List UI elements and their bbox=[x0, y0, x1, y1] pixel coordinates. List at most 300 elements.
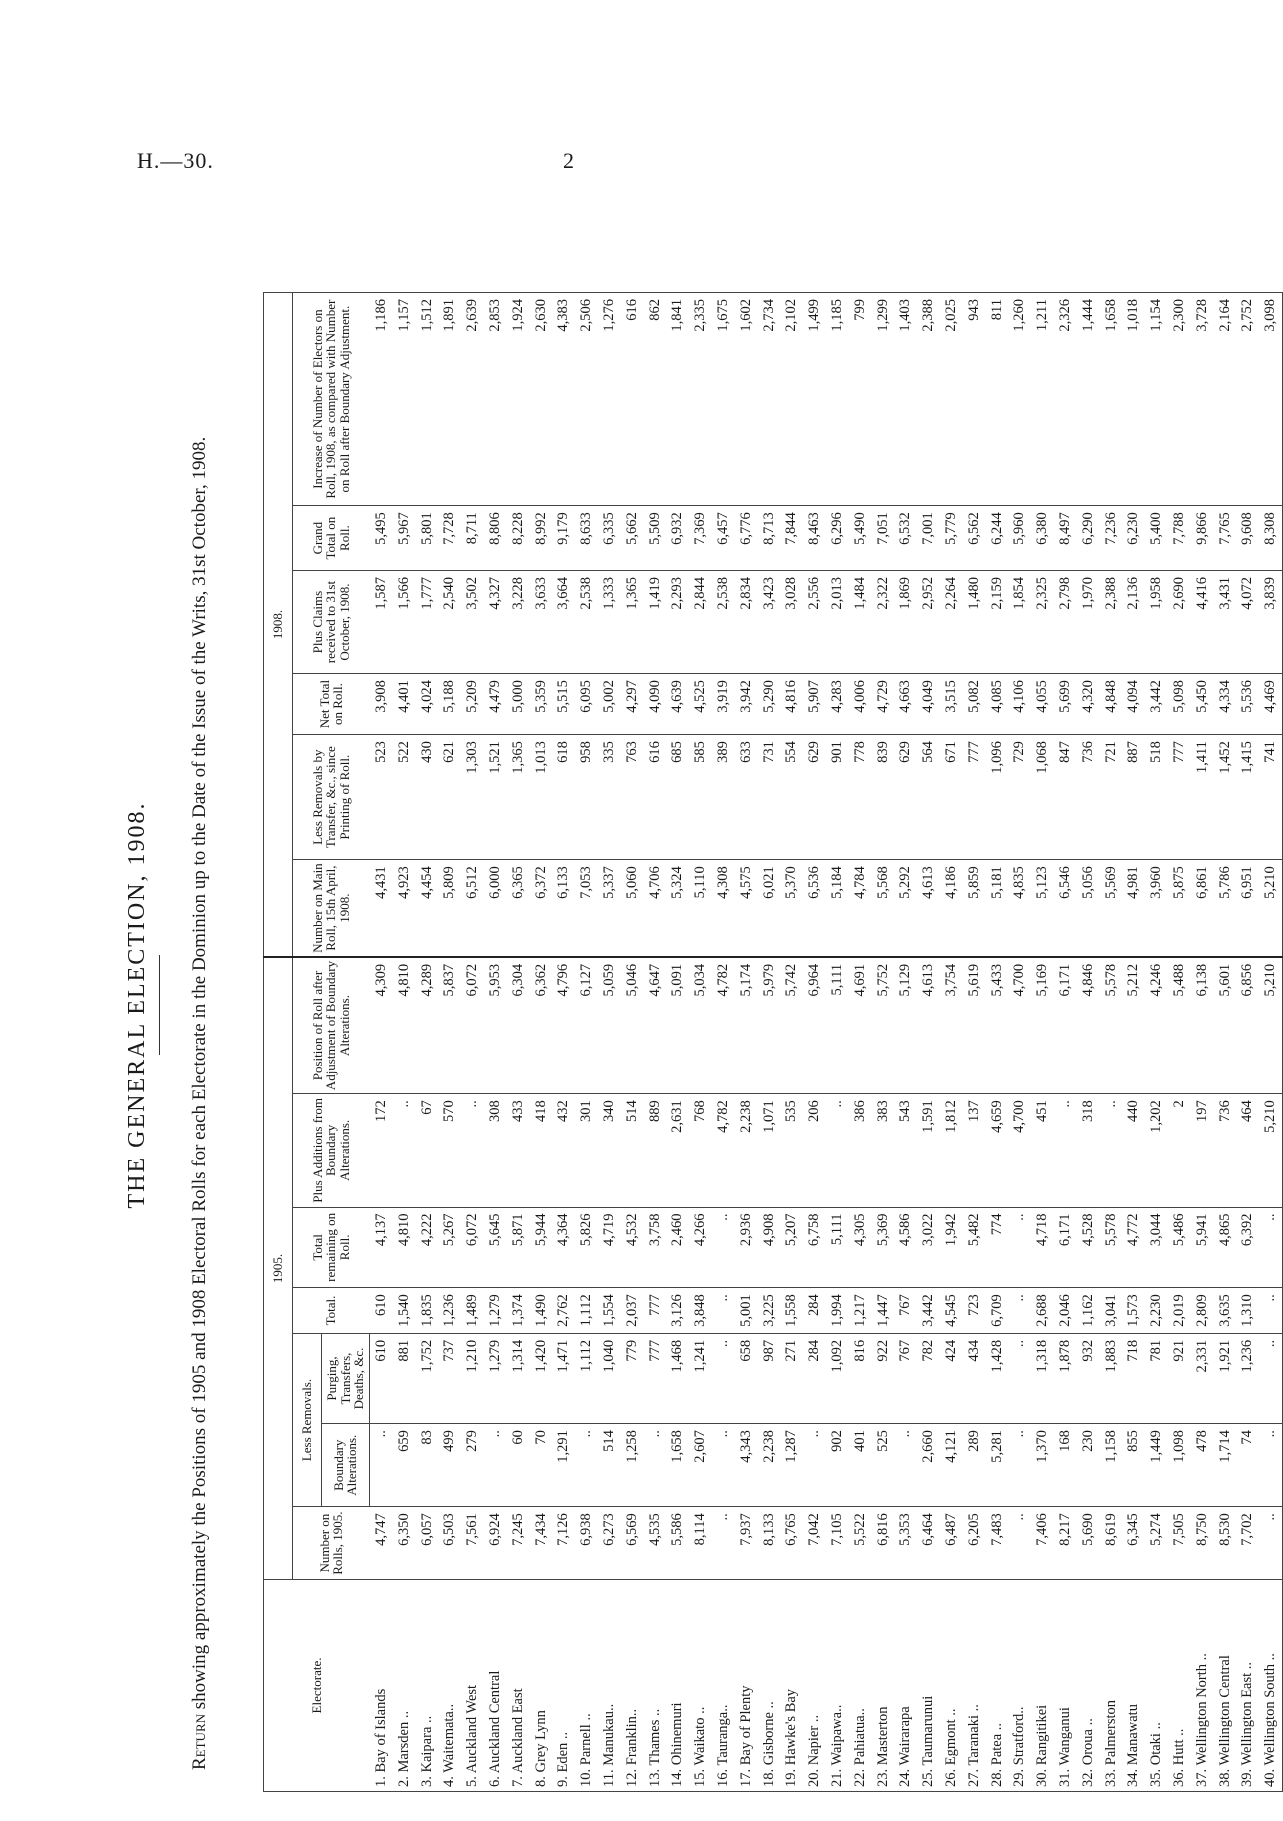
table-cell: 5,875 bbox=[1168, 860, 1191, 957]
table-cell: 5,488 bbox=[1168, 957, 1191, 1094]
table-cell: 525 bbox=[871, 1424, 894, 1507]
electorate-name: 13. Thames .. bbox=[643, 1580, 666, 1792]
table-cell: 633 bbox=[735, 735, 758, 860]
table-row bbox=[917, 293, 940, 1792]
table-cell: 1,186 bbox=[369, 293, 392, 506]
table-cell: 2,300 bbox=[1168, 293, 1191, 506]
table-cell: 610 bbox=[369, 1333, 392, 1423]
electorate-name: 23. Masterton bbox=[871, 1580, 894, 1792]
table-cell: 4,981 bbox=[1122, 860, 1145, 957]
table-cell: 932 bbox=[1077, 1333, 1100, 1423]
table-cell: 5,569 bbox=[1099, 860, 1122, 957]
table-cell: 5,359 bbox=[530, 674, 553, 735]
table-cell: 1,236 bbox=[1236, 1333, 1259, 1423]
table-cell: 4,639 bbox=[666, 674, 689, 735]
table-cell: 3,041 bbox=[1099, 1288, 1122, 1334]
table-cell: 731 bbox=[757, 735, 780, 860]
table-cell: 340 bbox=[598, 1094, 621, 1207]
table-cell: 5,000 bbox=[507, 674, 530, 735]
table-cell: 5,001 bbox=[735, 1288, 758, 1334]
table-cell: 6,861 bbox=[1191, 860, 1214, 957]
table-cell: 5,169 bbox=[1031, 957, 1054, 1094]
table-cell: 5,486 bbox=[1168, 1207, 1191, 1288]
electorate-name: 25. Taumarunui bbox=[917, 1580, 940, 1792]
table-cell: 2,538 bbox=[712, 571, 735, 674]
table-cell: 1,490 bbox=[530, 1288, 553, 1334]
table-cell: 1,314 bbox=[507, 1333, 530, 1423]
table-cell: 1,994 bbox=[826, 1288, 849, 1334]
table-row bbox=[1054, 293, 1077, 1792]
table-cell: 7,406 bbox=[1031, 1507, 1054, 1580]
table-cell: 1,112 bbox=[575, 1288, 598, 1334]
table-cell: 2,102 bbox=[780, 293, 803, 506]
table-cell: 3,502 bbox=[461, 571, 484, 674]
table-cell: 767 bbox=[894, 1288, 917, 1334]
table-cell: 729 bbox=[1008, 735, 1031, 860]
table-row bbox=[803, 293, 826, 1792]
table-cell: 6,138 bbox=[1191, 957, 1214, 1094]
table-cell: 4,706 bbox=[643, 860, 666, 957]
table-cell: .. bbox=[1259, 1424, 1282, 1507]
table-cell: 7,001 bbox=[917, 506, 940, 571]
table-cell: 5,809 bbox=[438, 860, 461, 957]
table-cell: 1,210 bbox=[461, 1333, 484, 1423]
table-cell: 5,967 bbox=[393, 506, 416, 571]
table-cell: 5,370 bbox=[780, 860, 803, 957]
table-cell: 1,921 bbox=[1213, 1333, 1236, 1423]
table-cell: 629 bbox=[894, 735, 917, 860]
table-cell: 1,554 bbox=[598, 1288, 621, 1334]
table-cell: 1,924 bbox=[507, 293, 530, 506]
table-cell: 4,297 bbox=[621, 674, 644, 735]
table-cell: 2,630 bbox=[530, 293, 553, 506]
header-grand-total: Grand Total on Roll. bbox=[293, 506, 370, 571]
table-cell: 4,729 bbox=[871, 674, 894, 735]
table-cell: 6,392 bbox=[1236, 1207, 1259, 1288]
table-cell: 6,072 bbox=[461, 957, 484, 1094]
table-cell: 3,758 bbox=[643, 1207, 666, 1288]
table-cell: 1,471 bbox=[552, 1333, 575, 1423]
table-cell: 5,129 bbox=[894, 957, 917, 1094]
table-cell: 5,123 bbox=[1031, 860, 1054, 957]
table-cell: 1,112 bbox=[575, 1333, 598, 1423]
table-cell: 1,558 bbox=[780, 1288, 803, 1334]
electorate-name: 20. Napier .. bbox=[803, 1580, 826, 1792]
table-cell: 767 bbox=[894, 1333, 917, 1423]
table-cell: 137 bbox=[963, 1094, 986, 1207]
table-cell: 1,958 bbox=[1145, 571, 1168, 674]
table-cell: 4,545 bbox=[940, 1288, 963, 1334]
table-cell: 1,291 bbox=[552, 1424, 575, 1507]
table-cell: 4,308 bbox=[712, 860, 735, 957]
table-row bbox=[1099, 293, 1122, 1792]
table-cell: .. bbox=[369, 1424, 392, 1507]
table-cell: 3,228 bbox=[507, 571, 530, 674]
table-cell: 1,260 bbox=[1008, 293, 1031, 506]
table-cell: 1,420 bbox=[530, 1333, 553, 1423]
table-cell: 4,416 bbox=[1191, 571, 1214, 674]
table-row bbox=[894, 293, 917, 1792]
table-cell: 741 bbox=[1259, 735, 1282, 860]
table-cell: 4,923 bbox=[393, 860, 416, 957]
table-cell: 6,709 bbox=[985, 1288, 1008, 1334]
table-cell: 5,056 bbox=[1077, 860, 1100, 957]
table-cell: 6,951 bbox=[1236, 860, 1259, 957]
header-plus-claims: Plus Claims received to 31st October, 1908. bbox=[293, 571, 370, 674]
table-cell: .. bbox=[643, 1424, 666, 1507]
table-cell: 4,835 bbox=[1008, 860, 1031, 957]
header-number-main-roll: Number on Main Roll, 15th April, 1908. bbox=[293, 860, 370, 957]
table-cell: 1,841 bbox=[666, 293, 689, 506]
table-cell: 5,742 bbox=[780, 957, 803, 1094]
table-cell: 6,290 bbox=[1077, 506, 1100, 571]
table-cell: 2,322 bbox=[871, 571, 894, 674]
header-net-total: Net Total on Roll. bbox=[293, 674, 370, 735]
table-cell: 1,675 bbox=[712, 293, 735, 506]
table-cell: 2,631 bbox=[666, 1094, 689, 1207]
table-cell: 2,230 bbox=[1145, 1288, 1168, 1334]
table-cell: 401 bbox=[849, 1424, 872, 1507]
table-cell: 1,236 bbox=[438, 1288, 461, 1334]
table-cell: 2,293 bbox=[666, 571, 689, 674]
table-cell: 8,619 bbox=[1099, 1507, 1122, 1580]
table-cell: 4,613 bbox=[917, 860, 940, 957]
table-cell: 736 bbox=[1213, 1094, 1236, 1207]
table-cell: 8,133 bbox=[757, 1507, 780, 1580]
table-cell: 2,607 bbox=[689, 1424, 712, 1507]
table-cell: 7,561 bbox=[461, 1507, 484, 1580]
table-cell: 440 bbox=[1122, 1094, 1145, 1207]
table-cell: 778 bbox=[849, 735, 872, 860]
table-cell: 7,434 bbox=[530, 1507, 553, 1580]
table-cell: 6,776 bbox=[735, 506, 758, 571]
table-cell: 6,350 bbox=[393, 1507, 416, 1580]
table-cell: 4,049 bbox=[917, 674, 940, 735]
table-cell: 5,324 bbox=[666, 860, 689, 957]
table-cell: 779 bbox=[621, 1333, 644, 1423]
table-cell: 206 bbox=[803, 1094, 826, 1207]
table-cell: 6,816 bbox=[871, 1507, 894, 1580]
table-cell: 2,388 bbox=[917, 293, 940, 506]
table-cell: 8,308 bbox=[1259, 506, 1282, 571]
table-cell: 8,711 bbox=[461, 506, 484, 571]
table-cell: 535 bbox=[780, 1094, 803, 1207]
table-cell: 1,403 bbox=[894, 293, 917, 506]
table-cell: 2,834 bbox=[735, 571, 758, 674]
table-cell: 4,085 bbox=[985, 674, 1008, 735]
table-cell: 5,907 bbox=[803, 674, 826, 735]
table-cell: 8,750 bbox=[1191, 1507, 1214, 1580]
table-cell: 4,810 bbox=[393, 957, 416, 1094]
table-cell: 5,181 bbox=[985, 860, 1008, 957]
table-cell: 1,092 bbox=[826, 1333, 849, 1423]
table-cell: 618 bbox=[552, 735, 575, 860]
table-cell: 2,331 bbox=[1191, 1333, 1214, 1423]
table-cell: 5,578 bbox=[1099, 1207, 1122, 1288]
table-cell: 889 bbox=[643, 1094, 666, 1207]
table-row bbox=[552, 293, 575, 1792]
table-cell: .. bbox=[712, 1333, 735, 1423]
table-cell: 2,506 bbox=[575, 293, 598, 506]
table-cell: 7,937 bbox=[735, 1507, 758, 1580]
table-cell: 4,796 bbox=[552, 957, 575, 1094]
table-cell: 1,276 bbox=[598, 293, 621, 506]
page-reference: H.—30. bbox=[137, 148, 214, 173]
table-cell: 763 bbox=[621, 735, 644, 860]
table-cell: 4,186 bbox=[940, 860, 963, 957]
table-cell: 5,210 bbox=[1259, 860, 1282, 957]
table-cell: 5,944 bbox=[530, 1207, 553, 1288]
table-cell: 4,469 bbox=[1259, 674, 1282, 735]
table-cell: 5,953 bbox=[484, 957, 507, 1094]
table-cell: 1,602 bbox=[735, 293, 758, 506]
table-cell: 6,365 bbox=[507, 860, 530, 957]
table-cell: 6,304 bbox=[507, 957, 530, 1094]
table-cell: .. bbox=[1008, 1333, 1031, 1423]
table-cell: 2,556 bbox=[803, 571, 826, 674]
table-row bbox=[1077, 293, 1100, 1792]
electorate-name: 28. Patea .. bbox=[985, 1580, 1008, 1792]
table-cell: 2,809 bbox=[1191, 1288, 1214, 1334]
table-cell: 5,662 bbox=[621, 506, 644, 571]
table-cell: 5,207 bbox=[780, 1207, 803, 1288]
electorate-name: 26. Egmont .. bbox=[940, 1580, 963, 1792]
table-cell: 685 bbox=[666, 735, 689, 860]
table-cell: 389 bbox=[712, 735, 735, 860]
table-row bbox=[621, 293, 644, 1792]
electorate-name: 18. Gisborne .. bbox=[757, 1580, 780, 1792]
table-cell: 4,327 bbox=[484, 571, 507, 674]
table-cell: 3,442 bbox=[1145, 674, 1168, 735]
table-cell: 958 bbox=[575, 735, 598, 860]
table-cell: 5,699 bbox=[1054, 674, 1077, 735]
table-cell: 2,238 bbox=[757, 1424, 780, 1507]
table-row bbox=[849, 293, 872, 1792]
table-cell: 4,334 bbox=[1213, 674, 1236, 735]
table-cell: 2,159 bbox=[985, 571, 1008, 674]
table-cell: 1,415 bbox=[1236, 735, 1259, 860]
electorate-name: 9. Eden .. bbox=[552, 1580, 575, 1792]
table-cell: 6,856 bbox=[1236, 957, 1259, 1094]
table-cell: 5,111 bbox=[826, 1207, 849, 1288]
table-cell: 1,752 bbox=[416, 1333, 439, 1423]
header-less-removals-transfer: Less Removals by Transfer, &c., since Printing of Roll. bbox=[293, 735, 370, 860]
table-cell: 8,806 bbox=[484, 506, 507, 571]
table-cell: 1,217 bbox=[849, 1288, 872, 1334]
table-cell: 1,365 bbox=[507, 735, 530, 860]
table-cell: 8,228 bbox=[507, 506, 530, 571]
table-cell: 4,747 bbox=[369, 1507, 392, 1580]
table-cell: 2,264 bbox=[940, 571, 963, 674]
table-cell: 5,082 bbox=[963, 674, 986, 735]
table-cell: 434 bbox=[963, 1333, 986, 1423]
table-row bbox=[1145, 293, 1168, 1792]
table-cell: 3,633 bbox=[530, 571, 553, 674]
table-cell: 83 bbox=[416, 1424, 439, 1507]
table-cell: 1,777 bbox=[416, 571, 439, 674]
table-cell: 4,072 bbox=[1236, 571, 1259, 674]
table-cell: 6,964 bbox=[803, 957, 826, 1094]
header-total: Total. bbox=[293, 1288, 370, 1334]
electorate-name: 39. Wellington East .. bbox=[1236, 1580, 1259, 1792]
table-cell: .. bbox=[1008, 1507, 1031, 1580]
header-increase: Increase of Number of Electors on Roll, 1908, as compared with Number on Roll after Boundary Adjustment. bbox=[293, 293, 370, 506]
table-cell: 5,267 bbox=[438, 1207, 461, 1288]
header-less-removals: Less Removals. bbox=[293, 1333, 322, 1506]
table-cell: 5,034 bbox=[689, 957, 712, 1094]
table-cell: 1,241 bbox=[689, 1333, 712, 1423]
table-cell: 5,091 bbox=[666, 957, 689, 1094]
header-boundary-alterations: Boundary Alterations. bbox=[322, 1424, 370, 1507]
table-cell: 3,960 bbox=[1145, 860, 1168, 957]
table-row bbox=[369, 293, 392, 1792]
table-cell: 5,060 bbox=[621, 860, 644, 957]
table-cell: 1,333 bbox=[598, 571, 621, 674]
table-cell: 6,546 bbox=[1054, 860, 1077, 957]
table-cell: 3,225 bbox=[757, 1288, 780, 1334]
table-cell: 2,164 bbox=[1213, 293, 1236, 506]
table-cell: 4,305 bbox=[849, 1207, 872, 1288]
table-cell: 4,865 bbox=[1213, 1207, 1236, 1288]
table-cell: 6,021 bbox=[757, 860, 780, 957]
table-cell: 922 bbox=[871, 1333, 894, 1423]
table-cell: 1,540 bbox=[393, 1288, 416, 1334]
table-cell: 3,028 bbox=[780, 571, 803, 674]
table-cell: 1,018 bbox=[1122, 293, 1145, 506]
header-number-on-rolls-1905: Number on Rolls, 1905. bbox=[293, 1507, 370, 1580]
table-cell: 1,370 bbox=[1031, 1424, 1054, 1507]
table-cell: 1,419 bbox=[643, 571, 666, 674]
table-cell: 1,157 bbox=[393, 293, 416, 506]
table-cell: .. bbox=[1008, 1288, 1031, 1334]
table-cell: 1,869 bbox=[894, 571, 917, 674]
table-cell: 554 bbox=[780, 735, 803, 860]
table-cell: 9,608 bbox=[1236, 506, 1259, 571]
table-cell: 855 bbox=[1122, 1424, 1145, 1507]
table-cell: 564 bbox=[917, 735, 940, 860]
table-cell: 5,098 bbox=[1168, 674, 1191, 735]
table-cell: 451 bbox=[1031, 1094, 1054, 1207]
table-cell: 1,444 bbox=[1077, 293, 1100, 506]
table-cell: 2,540 bbox=[438, 571, 461, 674]
table-row bbox=[1122, 293, 1145, 1792]
table-cell: 3,126 bbox=[666, 1288, 689, 1334]
electorate-name: 3. Kaipara .. bbox=[416, 1580, 439, 1792]
table-cell: 4,401 bbox=[393, 674, 416, 735]
table-cell: 585 bbox=[689, 735, 712, 860]
table-cell: .. bbox=[1259, 1507, 1282, 1580]
table-cell: 1,468 bbox=[666, 1333, 689, 1423]
electorate-name: 16. Tauranga.. bbox=[712, 1580, 735, 1792]
table-cell: 4,784 bbox=[849, 860, 872, 957]
table-cell: 4,700 bbox=[1008, 1094, 1031, 1207]
table-cell: 1,279 bbox=[484, 1333, 507, 1423]
table-cell: 7,105 bbox=[826, 1507, 849, 1580]
table-cell: 3,919 bbox=[712, 674, 735, 735]
table-cell: 1,071 bbox=[757, 1094, 780, 1207]
table-cell: 6,503 bbox=[438, 1507, 461, 1580]
table-cell: 5,274 bbox=[1145, 1507, 1168, 1580]
table-cell: 7,765 bbox=[1213, 506, 1236, 571]
table-cell: 5,495 bbox=[369, 506, 392, 571]
table-cell: 5,601 bbox=[1213, 957, 1236, 1094]
table-cell: 60 bbox=[507, 1424, 530, 1507]
table-cell: 2,762 bbox=[552, 1288, 575, 1334]
table-cell: 4,383 bbox=[552, 293, 575, 506]
table-row bbox=[598, 293, 621, 1792]
table-cell: 4,094 bbox=[1122, 674, 1145, 735]
table-cell: 8,992 bbox=[530, 506, 553, 571]
table-row bbox=[438, 293, 461, 1792]
header-group-1905: 1905. bbox=[264, 957, 293, 1580]
table-cell: 5,400 bbox=[1145, 506, 1168, 571]
table-cell: 6,932 bbox=[666, 506, 689, 571]
table-row bbox=[985, 293, 1008, 1792]
table-cell: 5,209 bbox=[461, 674, 484, 735]
table-cell: 4,222 bbox=[416, 1207, 439, 1288]
table-cell: 3,515 bbox=[940, 674, 963, 735]
table-cell: 318 bbox=[1077, 1094, 1100, 1207]
table-cell: 5,002 bbox=[598, 674, 621, 735]
table-cell: 3,635 bbox=[1213, 1288, 1236, 1334]
table-cell: 6,562 bbox=[963, 506, 986, 571]
table-cell: 301 bbox=[575, 1094, 598, 1207]
table-row bbox=[575, 293, 598, 1792]
table-row bbox=[1191, 293, 1214, 1792]
table-cell: 5,515 bbox=[552, 674, 575, 735]
table-cell: 4,908 bbox=[757, 1207, 780, 1288]
table-cell: 7,053 bbox=[575, 860, 598, 957]
table-cell: 8,713 bbox=[757, 506, 780, 571]
table-cell: 6,487 bbox=[940, 1507, 963, 1580]
table-cell: 6,532 bbox=[894, 506, 917, 571]
table-cell: 1,587 bbox=[369, 571, 392, 674]
table-cell: 774 bbox=[985, 1207, 1008, 1288]
table-cell: .. bbox=[712, 1207, 735, 1288]
table-cell: 1,068 bbox=[1031, 735, 1054, 860]
table-cell: 902 bbox=[826, 1424, 849, 1507]
subtitle-lead: Return bbox=[189, 1713, 210, 1770]
table-cell: 2,936 bbox=[735, 1207, 758, 1288]
table-row bbox=[507, 293, 530, 1792]
table-row bbox=[1213, 293, 1236, 1792]
electorate-name: 31. Wanganui bbox=[1054, 1580, 1077, 1792]
table-cell: 4,528 bbox=[1077, 1207, 1100, 1288]
electorate-name: 8. Grey Lynn bbox=[530, 1580, 553, 1792]
table-cell: 308 bbox=[484, 1094, 507, 1207]
electorate-name: 10. Parnell .. bbox=[575, 1580, 598, 1792]
electorate-name: 19. Hawke's Bay bbox=[780, 1580, 803, 1792]
electorate-name: 1. Bay of Islands bbox=[369, 1580, 392, 1792]
header-electorate: Electorate. bbox=[264, 1580, 370, 1792]
table-cell: 6,345 bbox=[1122, 1507, 1145, 1580]
table-cell: 621 bbox=[438, 735, 461, 860]
table-cell: 5,859 bbox=[963, 860, 986, 957]
table-cell: 1,878 bbox=[1054, 1333, 1077, 1423]
table-cell: 6,230 bbox=[1122, 506, 1145, 571]
table-row bbox=[484, 293, 507, 1792]
header-position-after: Position of Roll after Adjustment of Boundary Alterations. bbox=[293, 957, 370, 1094]
table-cell: 1,449 bbox=[1145, 1424, 1168, 1507]
table-cell: .. bbox=[1259, 1207, 1282, 1288]
table-cell: 5,490 bbox=[849, 506, 872, 571]
table-cell: 2,688 bbox=[1031, 1288, 1054, 1334]
table-cell: 659 bbox=[393, 1424, 416, 1507]
table-cell: 1,096 bbox=[985, 735, 1008, 860]
table-cell: 1,714 bbox=[1213, 1424, 1236, 1507]
table-cell: 5,337 bbox=[598, 860, 621, 957]
table-cell: 3,442 bbox=[917, 1288, 940, 1334]
